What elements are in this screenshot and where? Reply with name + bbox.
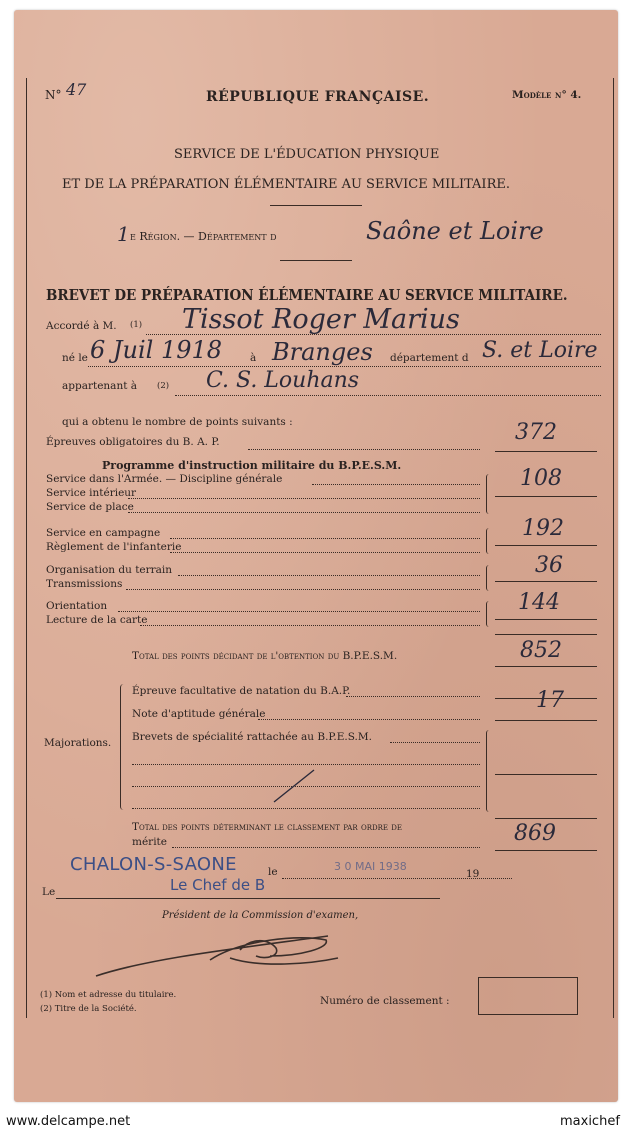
points-intro: qui a obtenu le nombre de points suivants : [62,416,293,428]
total1-value: 852 [520,638,562,663]
majorations-brace-right [486,730,492,812]
year-prefix: 19 [466,868,480,880]
group2-brace [486,528,492,554]
group1-dots-1 [312,484,480,485]
born-label: né le [62,352,88,364]
group1-brace [486,474,492,514]
group3-dots-2 [126,589,480,590]
maj-item-2: Note d'aptitude générale [132,708,266,720]
maj-dots-2 [258,719,480,720]
total2-label-b: mérite [132,836,167,848]
belongs-dots [175,395,601,396]
group1-value-line [495,496,597,497]
group4-value-line [495,619,597,620]
granted-label: Accordé à M. [46,320,117,332]
group1-dots-2 [128,498,480,499]
bap-label: Épreuves obligatoires du B. A. P. [46,436,220,448]
maj-value-line-3 [495,774,597,775]
certificate-title: BREVET DE PRÉPARATION ÉLÉMENTAIRE AU SERVICE MILITAIRE. [46,287,568,304]
group3-item-1: Organisation du terrain [46,564,173,576]
group1-item-3: Service de place [46,501,134,513]
total2-dots [172,847,480,848]
group4-item-2: Lecture de la carte [46,614,148,626]
bap-dots [248,449,480,450]
group4-value: 144 [518,590,560,615]
group2-value-line [495,545,597,546]
bap-value-line [495,451,597,452]
chef-stamp: Le Chef de B [170,876,266,894]
maj-value-line-2 [495,720,597,721]
maj-item-3: Brevets de spécialité rattachée au B.P.E.S.M. [132,731,372,743]
model-number: Modèle n° 4. [512,89,582,101]
group1-item-1: Service dans l'Armée. — Discipline générale [46,473,283,485]
header-divider-2 [280,260,352,261]
group2-item-2: Règlement de l'infanterie [46,541,182,553]
group3-brace [486,565,492,591]
society-name: C. S. Louhans [206,368,360,393]
header-divider-1 [270,205,362,206]
signature-scribble [90,928,350,984]
region-department: Saône et Loire [366,217,544,245]
maj-item-1: Épreuve facultative de natation du B.A.P. [132,685,351,697]
date-dots [282,878,512,879]
president-label: Président de la Commission d'examen, [162,910,359,921]
note-2: (2) Titre de la Société. [40,1004,137,1014]
place-prefix: à [250,352,257,364]
group4-dots-2 [140,625,480,626]
group1-dots-3 [128,512,480,513]
majorations-label: Majorations. [44,737,112,749]
le-line [56,898,440,899]
total1-value-line [495,666,597,667]
group2-dots-1 [170,538,480,539]
maj-dots-3 [390,742,480,743]
service-line-1: SERVICE DE L'ÉDUCATION PHYSIQUE [174,147,440,162]
note-1: (1) Nom et adresse du titulaire. [40,990,177,1000]
number-label: N° [45,88,62,102]
granted-ref: (1) [130,320,143,330]
number-value: 47 [66,80,87,99]
signature-le: le [268,866,278,878]
signature-le-left: Le [42,886,56,898]
belongs-label: appartenant à [62,380,138,392]
maj-value-line-4 [495,818,597,819]
group2-dots-2 [170,552,480,553]
group2-item-1: Service en campagne [46,527,161,539]
maj-dots-6 [132,808,480,809]
maj-dots-1 [346,696,480,697]
group1-item-2: Service intérieur [46,487,137,499]
region-number: 1 [117,222,130,246]
footer-left: www.delcampe.net [6,1114,131,1129]
majorations-brace-left [120,684,127,810]
classement-label: Numéro de classement : [320,995,450,1007]
program-title: Programme d'instruction militaire du B.P.E.S.M. [102,459,402,472]
group3-dots-1 [178,575,480,576]
birth-place: Branges [272,338,373,366]
total2-value-line [495,850,597,851]
born-date: 6 Juil 1918 [90,336,223,364]
service-line-2: ET DE LA PRÉPARATION ÉLÉMENTAIRE AU SERVICE MILITAIRE. [62,177,510,192]
group3-value: 36 [535,553,563,578]
date-stamp: 3 0 MAI 1938 [334,860,407,873]
classement-box[interactable] [478,977,578,1015]
group4-item-1: Orientation [46,600,108,612]
group2-value: 192 [522,516,564,541]
born-dots [88,366,601,367]
place-stamp: CHALON-S-SAONE [70,854,237,875]
strike-mark [270,766,320,806]
maj-value: 17 [536,688,564,713]
group3-item-2: Transmissions [46,578,123,590]
total1-label: Total des points décidant de l'obtention du B.P.E.S.M. [132,650,398,662]
total2-label-a: Total des points déterminant le classement par ordre de [132,821,403,833]
group3-value-line [495,581,597,582]
total2-value: 869 [514,821,556,846]
group4-value-line-b [495,634,597,635]
name-dots [146,334,601,335]
footer-right: maxichef [560,1114,620,1129]
birth-department: S. et Loire [482,338,598,363]
department-label: département d [390,352,469,364]
belongs-ref: (2) [157,381,170,391]
group4-dots-1 [118,611,480,612]
maj-dots-4 [132,764,480,765]
republic-heading: RÉPUBLIQUE FRANÇAISE. [206,89,430,105]
group4-brace [486,601,492,627]
bap-value: 372 [515,420,557,445]
holder-name: Tissot Roger Marius [182,304,460,335]
region-label: e Région. — Département d [130,230,277,243]
group1-value: 108 [520,466,562,491]
